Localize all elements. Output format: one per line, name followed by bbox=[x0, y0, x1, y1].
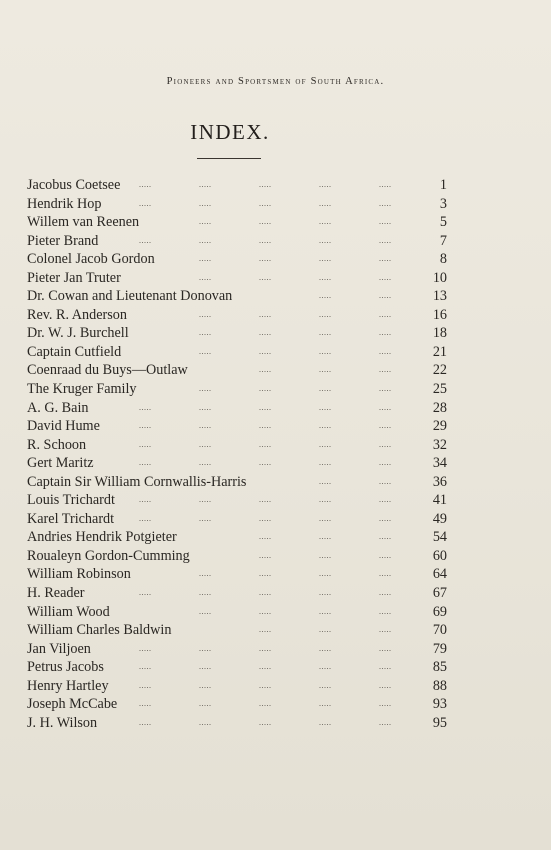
leader-dot-group: ..... bbox=[319, 625, 332, 635]
leader-dot-group: ..... bbox=[199, 309, 212, 319]
leader-dot-group: ..... bbox=[259, 495, 272, 505]
leader-dot-group: ..... bbox=[139, 180, 152, 189]
entry-name: Colonel Jacob Gordon bbox=[27, 251, 155, 268]
leader-dot-group: ..... bbox=[379, 495, 392, 505]
leader-dot-group: ..... bbox=[319, 439, 332, 449]
leader-dot-group: ..... bbox=[379, 309, 392, 319]
entry-name: Louis Trichardt bbox=[27, 492, 115, 509]
entry-name: Hendrik Hop bbox=[27, 195, 102, 212]
leader-dot-group: ..... bbox=[319, 717, 332, 727]
leader-dot-group: ..... bbox=[259, 365, 272, 375]
index-entry bbox=[27, 658, 447, 677]
index-entry bbox=[27, 677, 447, 696]
index-entry bbox=[27, 603, 447, 622]
leader-dot-group: ..... bbox=[319, 421, 332, 431]
entry-page-number: 22 bbox=[432, 362, 447, 379]
leader-dot-group: ..... bbox=[319, 495, 332, 505]
leader-dot-group: ..... bbox=[259, 254, 272, 264]
leader-dot-group: ..... bbox=[319, 680, 332, 690]
leader-dot-group: ..... bbox=[139, 198, 152, 208]
leader-dot-group: ..... bbox=[139, 680, 152, 690]
index-title-wrap bbox=[130, 120, 330, 145]
leader-dot-group: ..... bbox=[319, 198, 332, 208]
entry-page-number: 54 bbox=[432, 529, 447, 546]
leader-dot-group: ..... bbox=[319, 588, 332, 598]
entry-page-number: 93 bbox=[432, 696, 447, 713]
entry-page-number: 1 bbox=[439, 177, 447, 193]
index-entry bbox=[27, 232, 447, 251]
entry-page-number: 64 bbox=[432, 566, 447, 583]
index-title: INDEX. bbox=[190, 120, 270, 144]
leader-dot-group: ..... bbox=[379, 235, 392, 245]
entry-name: Dr. Cowan and Lieutenant Donovan bbox=[27, 288, 233, 305]
leader-dot-group: ..... bbox=[319, 365, 332, 375]
leader-dot-group: ..... bbox=[259, 402, 272, 412]
leader-dot-group: ..... bbox=[139, 458, 152, 468]
entry-page-number: 85 bbox=[432, 659, 447, 676]
leader-dot-group: ..... bbox=[319, 569, 332, 579]
entry-name: Andries Hendrik Potgieter bbox=[27, 529, 177, 546]
index-entry bbox=[27, 473, 447, 492]
leader-dot-group: ..... bbox=[379, 439, 392, 449]
index-entry bbox=[27, 640, 447, 659]
leader-dot-group: ..... bbox=[199, 680, 212, 690]
leader-dot-group: ..... bbox=[319, 346, 332, 356]
leader-dot-group: ..... bbox=[319, 291, 332, 301]
entry-name: A. G. Bain bbox=[27, 399, 89, 416]
entry-name: William Charles Baldwin bbox=[27, 622, 172, 639]
leader-dot-group: ..... bbox=[259, 439, 272, 449]
entry-page-number: 16 bbox=[432, 306, 447, 323]
index-entry bbox=[27, 547, 447, 566]
leader-dot-group: ..... bbox=[319, 384, 332, 394]
entry-name: William Wood bbox=[27, 603, 110, 620]
entry-name: Petrus Jacobs bbox=[27, 659, 104, 676]
leader-dot-group: ..... bbox=[199, 402, 212, 412]
leader-dot-group: ..... bbox=[319, 458, 332, 468]
leader-dot-group: ..... bbox=[139, 235, 152, 245]
leader-dot-group: ..... bbox=[319, 532, 332, 542]
leader-dot-group: ..... bbox=[139, 643, 152, 653]
leader-dot-group: ..... bbox=[259, 588, 272, 598]
leader-dot-group: ..... bbox=[199, 328, 212, 338]
leader-dot-group: ..... bbox=[379, 588, 392, 598]
entry-page-number: 49 bbox=[432, 510, 447, 527]
entry-page-number: 10 bbox=[432, 269, 447, 286]
leader-dot-group: ..... bbox=[319, 309, 332, 319]
entry-name: H. Reader bbox=[27, 585, 85, 602]
leader-dot-group: ..... bbox=[319, 180, 332, 189]
leader-dot-group: ..... bbox=[139, 588, 152, 598]
entry-name: Willem van Reenen bbox=[27, 214, 140, 231]
index-entry bbox=[27, 399, 447, 418]
leader-dot-group: ..... bbox=[319, 606, 332, 616]
index-entry bbox=[27, 584, 447, 603]
leader-dot-group: ..... bbox=[379, 328, 392, 338]
leader-dot-group: ..... bbox=[379, 513, 392, 523]
leader-dot-group: ..... bbox=[379, 402, 392, 412]
leader-dot-group: ..... bbox=[199, 180, 212, 189]
index-entry bbox=[27, 436, 447, 455]
leader-dot-group: ..... bbox=[259, 606, 272, 616]
leader-dot-group: ..... bbox=[259, 680, 272, 690]
index-entry bbox=[27, 695, 447, 714]
leader-dot-group: ..... bbox=[379, 272, 392, 282]
leader-dot-group: ..... bbox=[259, 180, 272, 189]
leader-dot-group: ..... bbox=[259, 550, 272, 560]
leader-dot-group: ..... bbox=[139, 513, 152, 523]
leader-dot-group: ..... bbox=[139, 402, 152, 412]
leader-dot-group: ..... bbox=[259, 569, 272, 579]
leader-dot-group: ..... bbox=[259, 272, 272, 282]
leader-dot-group: ..... bbox=[379, 550, 392, 560]
leader-dot-group: ..... bbox=[199, 717, 212, 727]
index-entries bbox=[27, 176, 447, 732]
index-entry bbox=[27, 269, 447, 288]
index-entry bbox=[27, 565, 447, 584]
leader-dot-group: ..... bbox=[379, 346, 392, 356]
index-entry bbox=[27, 213, 447, 232]
index-entry bbox=[27, 380, 447, 399]
leader-dot-group: ..... bbox=[199, 235, 212, 245]
leader-dot-group: ..... bbox=[139, 421, 152, 431]
entry-name: Roualeyn Gordon-Cumming bbox=[27, 547, 190, 564]
entry-page-number: 79 bbox=[432, 640, 447, 657]
entry-page-number: 88 bbox=[432, 677, 447, 694]
leader-dot-group: ..... bbox=[139, 699, 152, 709]
leader-dot-group: ..... bbox=[259, 458, 272, 468]
leader-dot-group: ..... bbox=[319, 643, 332, 653]
leader-dot-group: ..... bbox=[319, 550, 332, 560]
index-entry bbox=[27, 491, 447, 510]
entry-name: The Kruger Family bbox=[27, 381, 137, 398]
leader-dot-group: ..... bbox=[259, 309, 272, 319]
leader-dot-group: ..... bbox=[259, 328, 272, 338]
leader-dot-group: ..... bbox=[319, 662, 332, 672]
entry-page-number: 60 bbox=[432, 547, 447, 564]
leader-dot-group: ..... bbox=[319, 513, 332, 523]
entry-name: Pieter Jan Truter bbox=[27, 269, 121, 286]
leader-dot-group: ..... bbox=[139, 495, 152, 505]
index-entry bbox=[27, 361, 447, 380]
entry-page-number: 3 bbox=[439, 195, 447, 212]
index-entry bbox=[27, 343, 447, 362]
leader-dot-group: ..... bbox=[379, 699, 392, 709]
leader-dot-group: ..... bbox=[319, 235, 332, 245]
entry-page-number: 70 bbox=[432, 622, 447, 639]
leader-dot-group: ..... bbox=[379, 717, 392, 727]
leader-dot-group: ..... bbox=[259, 699, 272, 709]
index-entry bbox=[27, 454, 447, 473]
entry-page-number: 69 bbox=[432, 603, 447, 620]
entry-name: Karel Trichardt bbox=[27, 510, 115, 527]
leader-dot-group: ..... bbox=[199, 421, 212, 431]
leader-dot-group: ..... bbox=[139, 717, 152, 727]
index-entry bbox=[27, 287, 447, 306]
index-entry bbox=[27, 417, 447, 436]
leader-dot-group: ..... bbox=[379, 291, 392, 301]
entry-name: Dr. W. J. Burchell bbox=[27, 325, 129, 342]
title-rule bbox=[197, 158, 261, 159]
leader-dot-group: ..... bbox=[199, 699, 212, 709]
leader-dot-group: ..... bbox=[319, 476, 332, 486]
entry-page-number: 34 bbox=[432, 455, 447, 472]
entry-page-number: 5 bbox=[439, 214, 447, 231]
leader-dot-group: ..... bbox=[259, 662, 272, 672]
index-entry bbox=[27, 250, 447, 269]
entry-name: Captain Cutfield bbox=[27, 343, 122, 360]
entry-page-number: 41 bbox=[432, 492, 447, 509]
leader-dot-group: ..... bbox=[199, 588, 212, 598]
leader-dot-group: ..... bbox=[379, 180, 392, 189]
entry-name: Rev. R. Anderson bbox=[27, 306, 127, 323]
leader-dot-group: ..... bbox=[319, 328, 332, 338]
leader-dot-group: ..... bbox=[379, 384, 392, 394]
entry-name: Captain Sir William Cornwallis-Harris bbox=[27, 473, 247, 490]
entry-name: Gert Maritz bbox=[27, 455, 94, 472]
leader-dot-group: ..... bbox=[199, 217, 212, 227]
entry-name: David Hume bbox=[27, 418, 100, 435]
entry-name: Jacobus Coetsee bbox=[27, 177, 121, 193]
entry-page-number: 28 bbox=[432, 399, 447, 416]
index-entry bbox=[27, 510, 447, 529]
leader-dot-group: ..... bbox=[319, 254, 332, 264]
entry-page-number: 18 bbox=[432, 325, 447, 342]
entry-page-number: 21 bbox=[432, 343, 447, 360]
leader-dot-group: ..... bbox=[379, 643, 392, 653]
leader-dot-group: ..... bbox=[259, 513, 272, 523]
leader-dot-group: ..... bbox=[199, 643, 212, 653]
entry-page-number: 36 bbox=[432, 473, 447, 490]
leader-dot-group: ..... bbox=[379, 680, 392, 690]
leader-dot-group: ..... bbox=[199, 384, 212, 394]
entry-name: Joseph McCabe bbox=[27, 696, 118, 713]
entry-name: Coenraad du Buys—Outlaw bbox=[27, 362, 188, 379]
index-entry bbox=[27, 195, 447, 214]
leader-dot-group: ..... bbox=[259, 643, 272, 653]
leader-dot-group: ..... bbox=[199, 254, 212, 264]
entry-page-number: 32 bbox=[432, 436, 447, 453]
leader-dot-group: ..... bbox=[259, 198, 272, 208]
leader-dot-group: ..... bbox=[319, 272, 332, 282]
leader-dot-group: ..... bbox=[259, 625, 272, 635]
leader-dot-group: ..... bbox=[259, 346, 272, 356]
entry-name: Jan Viljoen bbox=[27, 640, 91, 657]
running-head: Pioneers and Sportsmen of South Africa. bbox=[166, 76, 385, 87]
leader-dot-group: ..... bbox=[379, 198, 392, 208]
leader-dot-group: ..... bbox=[259, 717, 272, 727]
entry-page-number: 8 bbox=[439, 251, 447, 268]
leader-dot-group: ..... bbox=[259, 421, 272, 431]
entry-name: Henry Hartley bbox=[27, 677, 109, 694]
leader-dot-group: ..... bbox=[199, 606, 212, 616]
entry-page-number: 67 bbox=[432, 585, 447, 602]
leader-dot-group: ..... bbox=[379, 365, 392, 375]
entry-page-number: 7 bbox=[439, 232, 447, 249]
leader-dot-group: ..... bbox=[199, 346, 212, 356]
entry-page-number: 29 bbox=[432, 418, 447, 435]
leader-dot-group: ..... bbox=[199, 439, 212, 449]
index-entry bbox=[27, 306, 447, 325]
entry-page-number: 25 bbox=[432, 381, 447, 398]
leader-dot-group: ..... bbox=[259, 217, 272, 227]
entry-name: Pieter Brand bbox=[27, 232, 99, 249]
leader-dot-group: ..... bbox=[379, 458, 392, 468]
leader-dot-group: ..... bbox=[199, 272, 212, 282]
leader-dot-group: ..... bbox=[379, 254, 392, 264]
index-entry bbox=[27, 714, 447, 733]
leader-dot-group: ..... bbox=[199, 458, 212, 468]
leader-dot-group: ..... bbox=[319, 217, 332, 227]
entry-name: R. Schoon bbox=[27, 436, 87, 453]
leader-dot-group: ..... bbox=[379, 569, 392, 579]
leader-dot-group: ..... bbox=[259, 235, 272, 245]
leader-dot-group: ..... bbox=[379, 625, 392, 635]
leader-dot-group: ..... bbox=[319, 402, 332, 412]
entry-name: J. H. Wilson bbox=[27, 714, 98, 731]
leader-dot-group: ..... bbox=[199, 495, 212, 505]
leader-dot-group: ..... bbox=[199, 198, 212, 208]
index-entry bbox=[27, 176, 447, 195]
leader-dot-group: ..... bbox=[199, 662, 212, 672]
entry-name: William Robinson bbox=[27, 566, 131, 583]
leader-dot-group: ..... bbox=[379, 606, 392, 616]
entry-page-number: 13 bbox=[432, 288, 447, 305]
index-entry bbox=[27, 621, 447, 640]
leader-dot-group: ..... bbox=[259, 384, 272, 394]
index-entry bbox=[27, 528, 447, 547]
leader-dot-group: ..... bbox=[199, 569, 212, 579]
leader-dot-group: ..... bbox=[139, 439, 152, 449]
leader-dot-group: ..... bbox=[379, 217, 392, 227]
index-entry bbox=[27, 324, 447, 343]
leader-dot-group: ..... bbox=[379, 476, 392, 486]
entry-page-number: 95 bbox=[432, 714, 447, 731]
leader-dot-group: ..... bbox=[199, 513, 212, 523]
leader-dot-group: ..... bbox=[139, 662, 152, 672]
leader-dot-group: ..... bbox=[379, 532, 392, 542]
leader-dot-group: ..... bbox=[259, 532, 272, 542]
leader-dot-group: ..... bbox=[379, 421, 392, 431]
leader-dot-group: ..... bbox=[379, 662, 392, 672]
leader-dot-group: ..... bbox=[319, 699, 332, 709]
